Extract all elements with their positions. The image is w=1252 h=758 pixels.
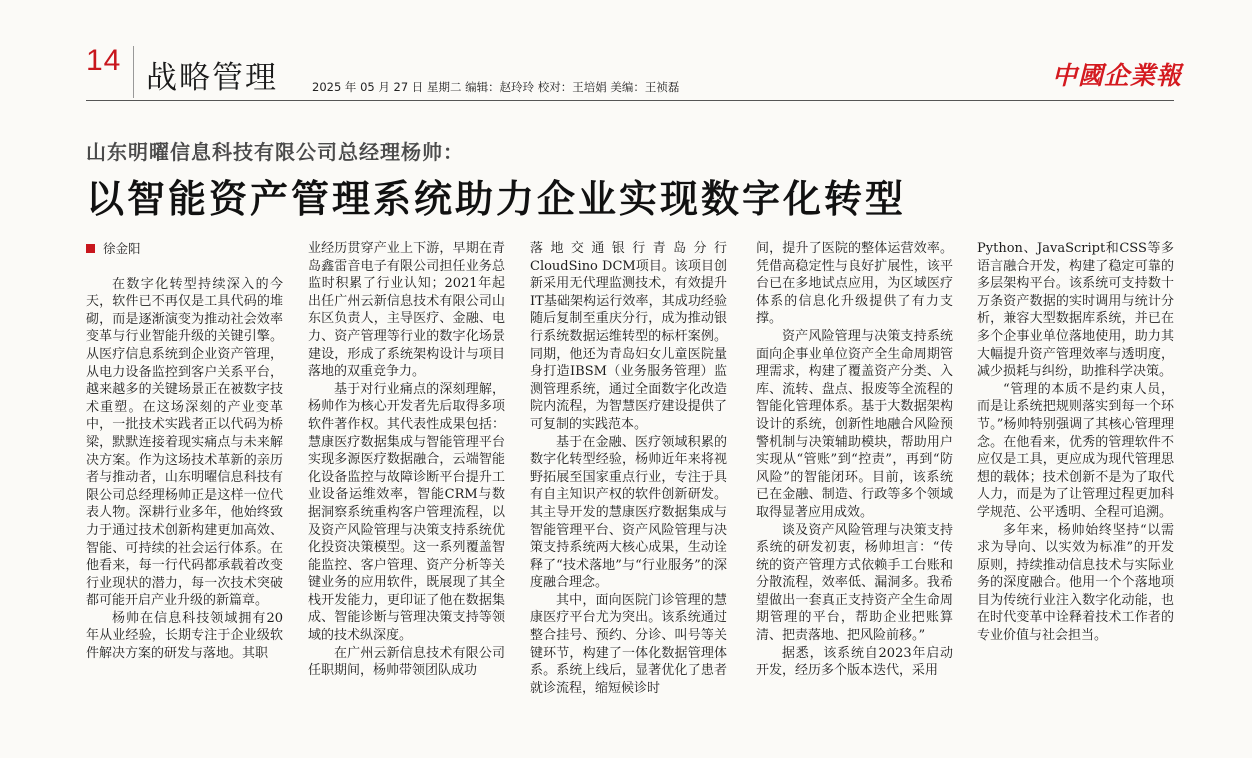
article-headline: 以智能资产管理系统助力企业实现数字化转型 [86,176,907,221]
header-rule [86,100,1174,101]
page-number: 14 [86,44,122,77]
paragraph: 其中，面向医院门诊管理的慧康医疗平台尤为突出。该系统通过整合挂号、预约、分诊、叫号等关键环节，构建了一体化数据管理体系。系统上线后，显著优化了患者就诊流程，缩短候诊时 [530,592,727,696]
paragraph: Python、JavaScript和CSS等多语言融合开发，构建了稳定可靠的多层架构平台。该系统可支持数十万条资产数据的实时调用与统计分析，兼容大型数据库系统，并已在多个企事业单位落地使用，助力其大幅提升资产管理效率与透明度，减少损耗与纠纷，助推科学决策。 [977,241,1174,380]
paragraph: 资产风险管理与决策支持系统面向企事业单位资产全生命周期管理需求，构建了覆盖资产分类、入库、流转、盘点、报废等全流程的智能化管理体系。基于大数据架构设计的系统，创新性地融合风险预警机制与决策辅助模块，帮助用户实现从“管账”到“控责”，再到“防风险”的智能闭环。目前，该系统已在金融、制造、行政等多个领域取得显著应用成效。 [756,328,953,520]
author-name: 徐金阳 [103,241,141,256]
paragraph: “管理的本质不是约束人员，而是让系统把规则落实到每一个环节。”杨帅特别强调了其核心管理理念。在他看来，优秀的管理软件不应仅是工具，更应成为现代管理思想的载体；技术创新不是为了取代人力，而是为了让管理过程更加科学规范、公平透明、全程可追溯。 [977,381,1174,520]
paragraph: 基于对行业痛点的深刻理解，杨帅作为核心开发者先后取得多项软件著作权。其代表性成果包括：慧康医疗数据集成与智能管理平台实现多源医疗数据融合，云端智能化设备监控与故障诊断平台提升工业设备运维效率，智能CRM与数据洞察系统重构客户管理流程，以及资产风险管理与决策支持系统优化投资决策模型。这一系列覆盖智能监控、客户管理、资产分析等关键业务的应用软件，既展现了其全栈开发能力，更印证了他在数据集成、智能诊断与管理决策支持等领域的技术纵深度。 [308,381,505,644]
paragraph: 间，提升了医院的整体运营效率。凭借高稳定性与良好扩展性，该平台已在多地试点应用，为区域医疗体系的信息化升级提供了有力支撑。 [756,241,953,327]
header-divider [133,46,134,98]
paragraph: 据悉，该系统自2023年启动开发，经历多个版本迭代，采用 [756,645,953,679]
issue-meta: 2025 年 05 月 27 日 星期二 编辑：赵玲玲 校对：王培娟 美编：王祯磊 [312,80,680,94]
section-title: 战略管理 [146,60,278,96]
column-5 [977,240,1174,645]
paragraph: 落地交通银行青岛分行CloudSino DCM项目。该项目创新采用无代理监测技术，有效提升IT基础架构运行效率，其成功经验随后复制至重庆分行，成为推动银行系统数据运维转型的标杆案例。同期，他还为青岛妇女儿童医院量身打造IBSM（业务服务管理）监测管理系统，通过全面数字化改造院内流程，为智慧医疗建设提供了可复制的实践范本。 [530,241,727,432]
newspaper-logo: 中國企業報 [1052,61,1183,90]
article-body [86,240,1174,752]
column-4 [756,240,953,680]
masthead [0,0,1252,100]
byline-marker-icon [86,244,95,253]
paragraph: 杨帅在信息科技领域拥有20年从业经验，长期专注于企业级软件解决方案的研发与落地。其职 [86,610,283,662]
column-3 [530,240,727,697]
paragraph: 谈及资产风险管理与决策支持系统的研发初衷，杨帅坦言：“传统的资产管理方式依赖手工台账和分散流程，效率低、漏洞多。我希望做出一套真正支持资产全生命周期管理的平台，帮助企业把账算清、把责落地、把风险前移。” [756,522,953,644]
column-1 [86,240,283,663]
paragraph: 在广州云新信息技术有限公司任职期间，杨帅带领团队成功 [308,645,505,679]
paragraph: 业经历贯穿产业上下游，早期在青岛鑫雷音电子有限公司担任业务总监时积累了行业认知；2021年起出任广州云新信息技术有限公司山东区负责人，主导医疗、金融、电力、资产管理等行业的数字化场景建设，形成了系统架构设计与项目落地的双重竞争力。 [308,241,505,380]
byline [86,240,283,258]
paragraph: 多年来，杨帅始终坚持“以需求为导向、以实效为标准”的开发原则，持续推动信息技术与实际业务的深度融合。他用一个个落地项目为传统行业注入数字化动能，也在时代变革中诠释着技术工作者的专业价值与社会担当。 [977,522,1174,644]
paragraph: 基于在金融、医疗领域积累的数字化转型经验，杨帅近年来将视野拓展至国家重点行业，专注于具有自主知识产权的软件创新研发。其主导开发的慧康医疗数据集成与智能管理平台、资产风险管理与决策支持系统两大核心成果，生动诠释了“技术落地”与“行业服务”的深度融合理念。 [530,434,727,591]
column-2 [308,240,505,680]
paragraph: 在数字化转型持续深入的今天，软件已不再仅是工具代码的堆砌，而是逐渐演变为推动社会效率变革与行业智能升级的关键引擎。从医疗信息系统到企业资产管理，从电力设备监控到客户关系平台，越来越多的关键场景正在被数字技术重塑。在这场深刻的产业变革中，一批技术实践者正以代码为桥梁，默默连接着现实痛点与未来解决方案。作为这场技术革新的亲历者与推动者，山东明曜信息科技有限公司总经理杨帅正是这样一位代表人物。深耕行业多年，他始终致力于通过技术创新构建更加高效、智能、可持续的社会运行体系。在他看来，每一行代码都承载着改变行业现状的潜力，每一次技术突破都可能开启产业升级的新篇章。 [86,276,283,609]
article-subtitle: 山东明曜信息科技有限公司总经理杨帅： [86,140,464,164]
